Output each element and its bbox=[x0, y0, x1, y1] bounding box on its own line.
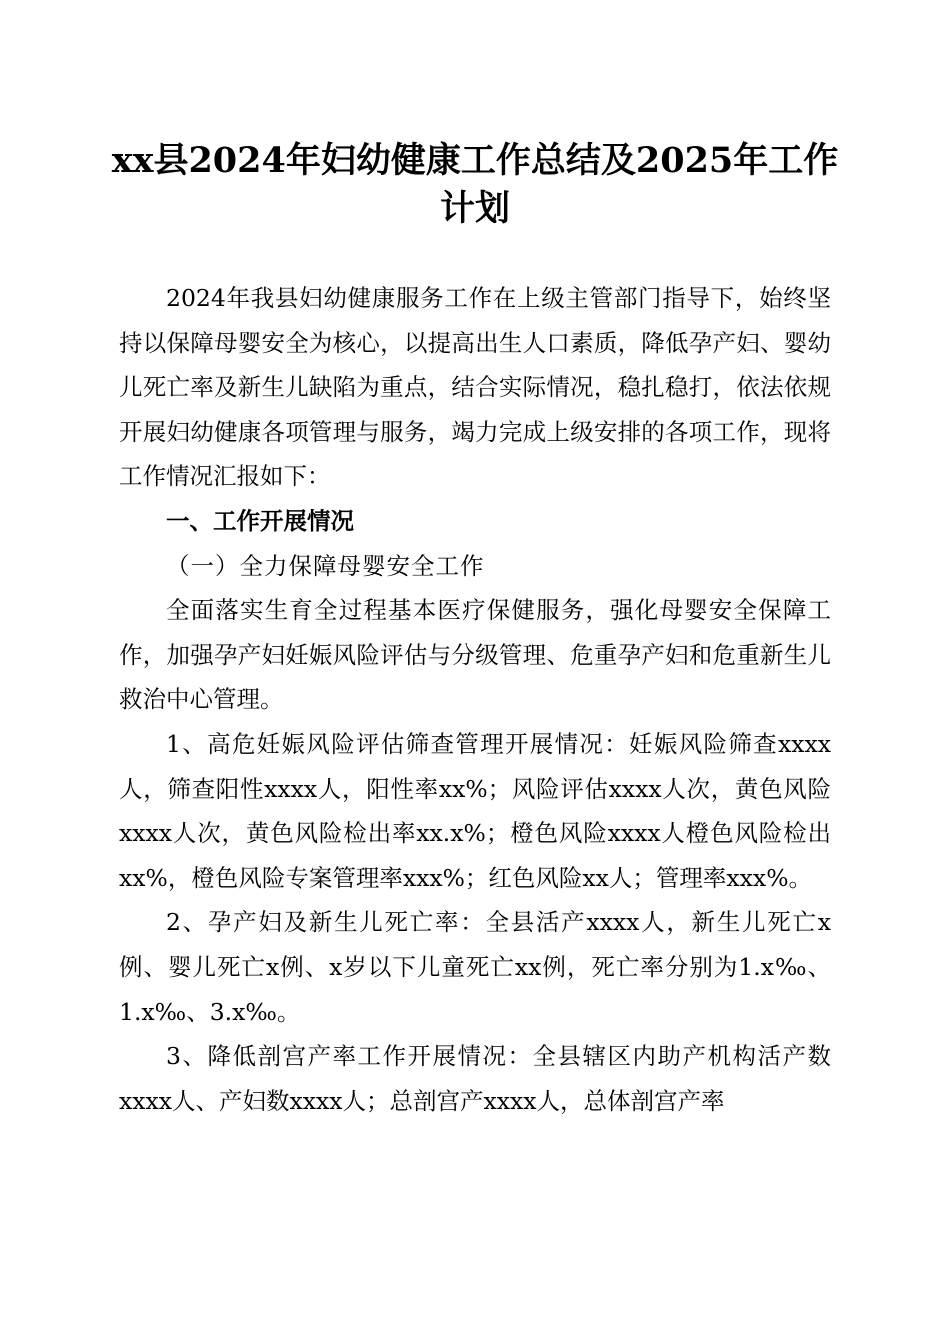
subsection-intro-paragraph: 全面落实生育全过程基本医疗保健服务，强化母婴安全保障工作，加强孕产妇妊娠风险评估与分级管理、危重孕产妇和危重新生儿救治中心管理。 bbox=[119, 596, 831, 714]
item-paragraph-1: 1、高危妊娠风险评估筛查管理开展情况：妊娠风险筛查xxxx人，筛查阳性xxxx人，阳性率xx%；风险评估xxxx人次，黄色风险xxxx人次，黄色风险检出率xx.x%；橙色风险xxxx人橙色风险检出xx%，橙色风险专案管理率xxx%；红色风险xx人；管理率xxx%。 bbox=[119, 729, 831, 892]
section-heading: 一、工作开展情况 bbox=[166, 506, 354, 535]
item-paragraph-3: 3、降低剖宫产率工作开展情况：全县辖区内助产机构活产数xxxx人、产妇数xxxx人；总剖宫产xxxx人，总体剖宫产率 bbox=[119, 1042, 831, 1115]
document-title: xx县2024年妇幼健康工作总结及2025年工作计划 bbox=[111, 140, 839, 229]
item-paragraph-2: 2、孕产妇及新生儿死亡率：全县活产xxxx人，新生儿死亡x例、婴儿死亡x例、x岁以下儿童死亡xx例，死亡率分别为1.x‰、1.x‰、3.x‰。 bbox=[119, 908, 831, 1026]
subsection-heading: （一）全力保障母婴安全工作 bbox=[166, 551, 485, 580]
document-body bbox=[119, 276, 831, 1123]
intro-paragraph: 2024年我县妇幼健康服务工作在上级主管部门指导下，始终坚持以保障母婴安全为核心，以提高出生人口素质，降低孕产妇、婴幼儿死亡率及新生儿缺陷为重点，结合实际情况，稳扎稳打，依法依规开展妇幼健康各项管理与服务，竭力完成上级安排的各项工作，现将工作情况汇报如下： bbox=[119, 284, 831, 491]
